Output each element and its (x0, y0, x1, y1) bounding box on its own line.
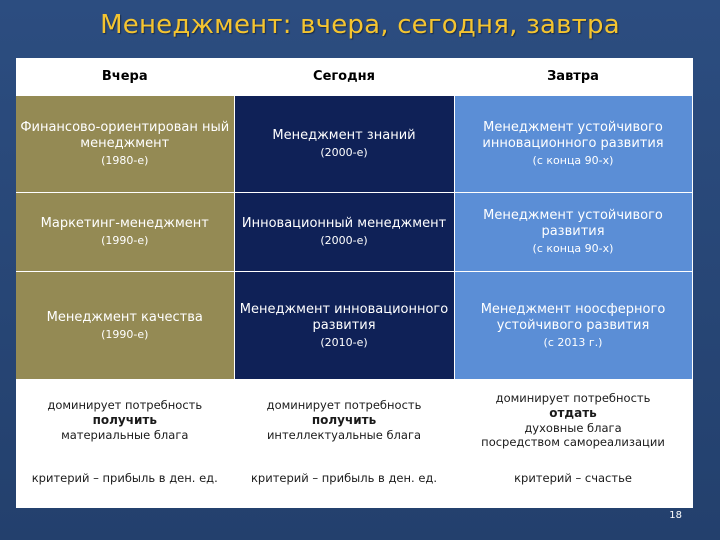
criteria-text: критерий – счастье (514, 471, 632, 486)
cell-title: Инновационный менеджмент (241, 216, 447, 232)
cell-period: (1980-е) (101, 153, 149, 167)
cell-title: Маркетинг-менеджмент (40, 216, 209, 232)
table-cell (454, 95, 692, 193)
needs-verb: получить (92, 413, 157, 428)
needs-object: интеллектуальные блага (266, 428, 422, 443)
table-cell (16, 193, 234, 272)
criteria-text: критерий – прибыль в ден. ед. (31, 471, 218, 486)
needs-row (16, 379, 692, 460)
criteria-row (16, 461, 692, 508)
cell-period: (1990-е) (101, 234, 149, 248)
cell-period: (1990-е) (101, 327, 149, 341)
cell-title: Менеджмент устойчивого инновационного развития (482, 119, 664, 151)
needs-text: доминирует потребность (47, 398, 203, 413)
cell-title: Менеджмент ноосферного устойчивого развития (480, 301, 666, 333)
cell-period: (с конца 90-х) (532, 242, 614, 256)
criteria-cell (16, 461, 234, 508)
table-cell (454, 272, 692, 380)
needs-cell (16, 379, 234, 460)
needs-text: доминирует потребность (266, 398, 422, 413)
cell-title: Менеджмент инновационного развития (239, 301, 449, 333)
cell-title: Менеджмент устойчивого развития (483, 208, 663, 240)
needs-object: духовные блага (524, 421, 622, 436)
header-today: Сегодня (234, 58, 454, 95)
needs-verb: получить (311, 413, 377, 428)
cell-period: (2010-е) (320, 335, 368, 349)
needs-cell (454, 379, 692, 460)
criteria-cell (454, 461, 692, 508)
cell-period: (2000-е) (320, 234, 368, 248)
comparison-table (16, 58, 692, 508)
cell-period: (с 2013 г.) (543, 335, 603, 349)
table-cell (234, 272, 454, 380)
cell-title: Менеджмент качества (46, 309, 203, 325)
table-row (16, 193, 692, 272)
criteria-cell (234, 461, 454, 508)
table-cell (16, 272, 234, 380)
table-row (16, 95, 692, 193)
needs-object: материальные блага (61, 428, 189, 443)
table-cell (234, 193, 454, 272)
table-cell (16, 95, 234, 193)
cell-title: Финансово-ориентирован ный менеджмент (20, 119, 230, 151)
slide-title: Менеджмент: вчера, сегодня, завтра (100, 10, 620, 40)
table-row (16, 272, 692, 380)
needs-object-extra: посредством самореализации (481, 435, 665, 450)
needs-cell (234, 379, 454, 460)
cell-title: Менеджмент знаний (272, 127, 416, 143)
header-tomorrow: Завтра (454, 58, 692, 95)
table-header-row (16, 58, 692, 95)
needs-verb: отдать (549, 406, 597, 421)
header-yesterday: Вчера (16, 58, 234, 95)
cell-period: (с конца 90-х) (532, 153, 614, 167)
table-cell (454, 193, 692, 272)
page-number: 18 (669, 510, 682, 521)
table-cell (234, 95, 454, 193)
cell-period: (2000-е) (320, 145, 368, 159)
needs-text: доминирует потребность (495, 391, 651, 406)
criteria-text: критерий – прибыль в ден. ед. (250, 471, 438, 486)
